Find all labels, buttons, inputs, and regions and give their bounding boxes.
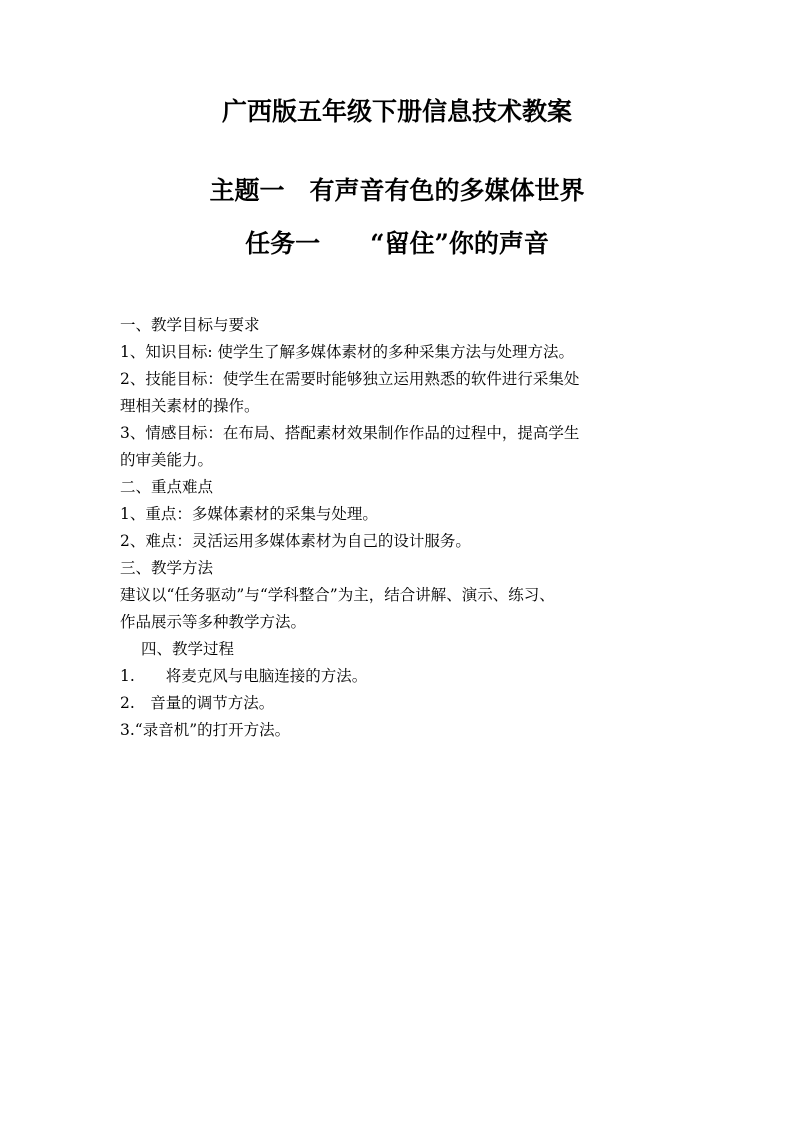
process-step-3: 3.“录音机”的打开方法。: [120, 721, 291, 739]
process-step-2: 2. 音量的调节方法。: [120, 694, 275, 712]
main-title: 广西版五年级下册信息技术教案: [221, 97, 572, 126]
task-title: 任务一 “留住”你的声音: [245, 229, 549, 258]
methods-text-cont: 作品展示等多种教学方法。: [120, 613, 307, 631]
section-heading-objectives: 一、教学目标与要求: [120, 316, 260, 334]
section-heading-process: 四、教学过程: [141, 640, 235, 658]
process-step-1: 1. 将麦克风与电脑连接的方法。: [120, 667, 368, 685]
key-point: 1、重点：多媒体素材的采集与处理。: [120, 505, 378, 523]
theme-title: 主题一 有声音有色的多媒体世界: [209, 176, 585, 205]
skill-objective-cont: 理相关素材的操作。: [120, 397, 260, 415]
section-heading-key-points: 二、重点难点: [120, 478, 214, 496]
difficult-point: 2、难点：灵活运用多媒体素材为自己的设计服务。: [120, 532, 471, 550]
emotion-objective-cont: 的审美能力。: [120, 451, 214, 469]
skill-objective: 2、技能目标：使学生在需要时能够独立运用熟悉的软件进行采集处: [120, 370, 580, 388]
document-body: [120, 312, 700, 744]
emotion-objective: 3、情感目标：在布局、搭配素材效果制作作品的过程中，提高学生: [120, 424, 580, 442]
knowledge-objective: 1、知识目标: 使学生了解多媒体素材的多种采集方法与处理方法。: [120, 343, 575, 361]
methods-text: 建议以“任务驱动”与“学科整合”为主，结合讲解、演示、练习、: [120, 586, 555, 604]
section-heading-methods: 三、教学方法: [120, 559, 214, 577]
